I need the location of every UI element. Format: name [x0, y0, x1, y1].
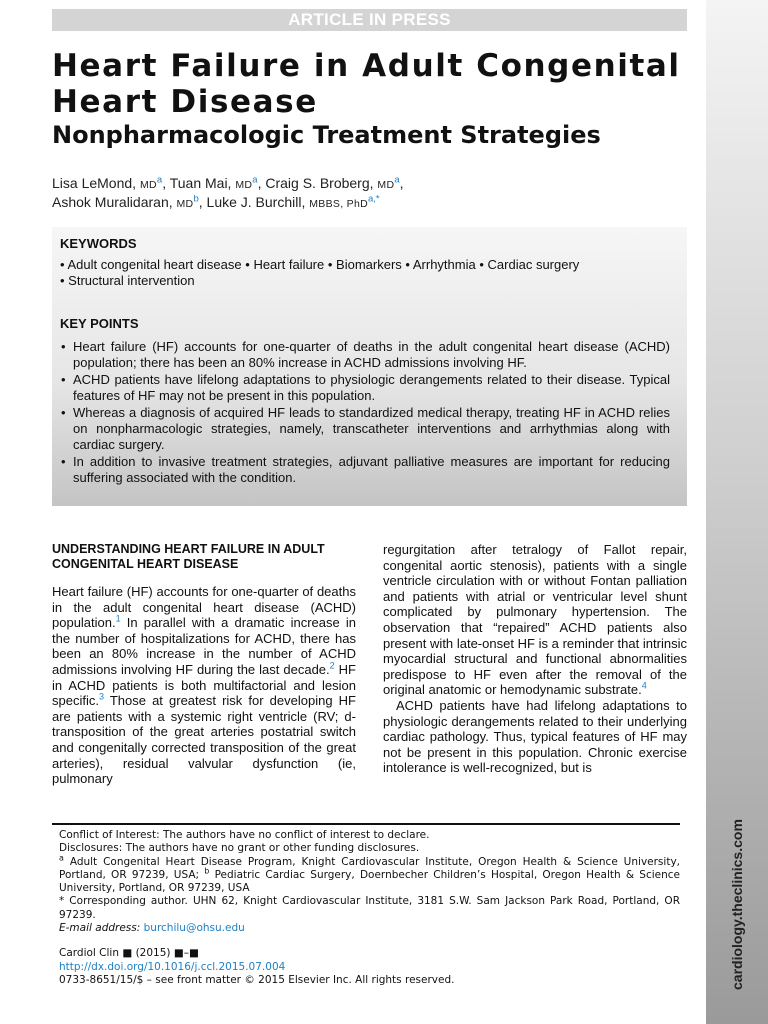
- author-degree: MD: [176, 198, 194, 210]
- email-link[interactable]: burchilu@ohsu.edu: [143, 922, 245, 935]
- keyword-item: • Arrhythmia: [405, 257, 475, 272]
- affiliation-a: Adult Congenital Heart Disease Program, Knight Cardiovascular Institute, Oregon Health & Science University, Portland, OR 97239, USA;: [59, 855, 680, 881]
- author-separator: ,: [257, 175, 262, 191]
- author-affiliation-mark[interactable]: a: [252, 174, 258, 186]
- keyword-item: • Heart failure: [245, 257, 324, 272]
- email-line: [59, 922, 680, 935]
- journal-citation: Cardiol Clin ■ (2015) ■–■: [59, 947, 199, 960]
- author: [207, 194, 380, 210]
- body-text: Those at greatest risk for developing HF are patients with a systemic right ventricle (RV; d-transposition of the great arteries postatrial switch and congenitally corrected transposition of the great arteries), residual valvular dysfunction (ie, pulmonary: [52, 693, 356, 787]
- author-degree: MD: [235, 179, 253, 191]
- key-points-list: [60, 339, 670, 487]
- keyword-item: • Cardiac surgery: [479, 257, 579, 272]
- keyword-item: • Structural intervention: [60, 273, 195, 288]
- key-point-item: • Heart failure (HF) accounts for one-quarter of deaths in the adult congenital heart disease (ACHD) population; there has been an 80% increase in ACHD admissions involving HF.: [60, 339, 670, 371]
- author: [265, 175, 403, 191]
- affiliation-mark: b: [204, 866, 210, 876]
- author-affiliation-mark[interactable]: a: [394, 174, 400, 186]
- author-name: Luke J. Burchill,: [206, 194, 306, 210]
- corresponding-author: * Corresponding author. UHN 62, Knight Cardiovascular Institute, 3181 S.W. Sam Jackson Park Road, Portland, OR 97239.: [59, 895, 680, 921]
- author-separator: ,: [162, 175, 167, 191]
- article-in-press-banner: ARTICLE IN PRESS: [52, 9, 687, 31]
- author-separator: ,: [198, 194, 203, 210]
- keyword-item: • Biomarkers: [328, 257, 402, 272]
- conflict-of-interest: Conflict of Interest: The authors have no conflict of interest to declare.: [59, 829, 430, 841]
- author-affiliation-mark[interactable]: a: [156, 174, 163, 186]
- body-text: In parallel with a dramatic increase in the number of hospitalizations for ACHD, there has been an 80% increase in the number of ACHD admissions involving HF during the last decade.: [52, 615, 356, 677]
- key-point-item: • In addition to invasive treatment strategies, adjuvant palliative measures are important for reducing suffering associated with the condition.: [60, 454, 670, 486]
- keyword-item: • Adult congenital heart disease: [60, 257, 242, 272]
- body-text: regurgitation after tetralogy of Fallot repair, congenital aortic stenosis), patients with a single ventricle circulation with or without Fontan palliation and patients with atrial or ventricular level shunt complicated by pulmonary hypertension. The observation that “repaired” ACHD patients also present with late-onset HF is a reminder that intrinsic myocardial structural and functional abnormalities predispose to HF even after the removal of the original anatomic or hemodynamic substrate.: [383, 542, 687, 698]
- citation-link[interactable]: 4: [641, 681, 647, 692]
- footnotes: [59, 829, 680, 987]
- body-text: Heart failure (HF) accounts for one-quarter of deaths in the adult congenital heart disease (ACHD) population.: [52, 584, 356, 631]
- body-paragraph: [383, 542, 687, 698]
- citation-link[interactable]: 3: [98, 691, 104, 702]
- author: [52, 175, 166, 191]
- citation-link[interactable]: 1: [115, 613, 121, 624]
- affiliation-mark: a: [59, 853, 64, 863]
- author-degree: MD: [139, 179, 157, 191]
- author: [52, 194, 203, 210]
- author-degree: MD: [377, 179, 395, 191]
- author-name: Lisa LeMond,: [52, 175, 137, 191]
- author: [170, 175, 262, 191]
- body-column-left: [52, 542, 356, 787]
- article-subtitle: Nonpharmacologic Treatment Strategies: [52, 121, 601, 149]
- keywords-list: [60, 257, 675, 289]
- author-list: [52, 175, 692, 213]
- body-text: HF in ACHD patients is both multifactorial and lesion specific.: [52, 661, 357, 709]
- affiliations: [59, 853, 680, 896]
- body-paragraph: ACHD patients have had lifelong adaptations to physiologic derangements related to their underlying cardiac pathology. Thus, typical features of HF may not be present in this population. Chronic exercise intolerance is well-recognized, but is: [383, 697, 687, 776]
- spacer: [59, 935, 680, 947]
- email-label: E-mail address:: [59, 922, 141, 935]
- affiliation-b: Pediatric Cardiac Surgery, Doernbecher Children’s Hospital, Oregon Health & Science University, Portland, OR 97239, USA: [59, 868, 680, 895]
- author-affiliation-mark[interactable]: b: [193, 193, 199, 205]
- journal-url-text[interactable]: cardiology.theclinics.com: [729, 819, 745, 990]
- key-point-item: • Whereas a diagnosis of acquired HF leads to standardized medical therapy, treating HF in ACHD relies on nonpharmacologic strategies, namely, transcatheter interventions and arrhythmias along with cardiac surgery.: [60, 405, 670, 453]
- copyright-line: 0733-8651/15/$ – see front matter © 2015 Elsevier Inc. All rights reserved.: [59, 973, 455, 986]
- author-name: Ashok Muralidaran,: [52, 194, 173, 210]
- article-title: Heart Failure in Adult Congenital Heart Disease: [52, 48, 681, 120]
- doi-link[interactable]: http://dx.doi.org/10.1016/j.ccl.2015.07.004: [59, 960, 286, 973]
- section-heading: UNDERSTANDING HEART FAILURE IN ADULT CONGENITAL HEART DISEASE: [52, 542, 325, 571]
- disclosures: Disclosures: The authors have no grant or other funding disclosures.: [59, 842, 420, 855]
- doi-line: [59, 961, 680, 974]
- author-separator: ,: [399, 175, 404, 191]
- author-name: Tuan Mai,: [169, 175, 232, 191]
- key-point-item: • ACHD patients have lifelong adaptations to physiologic derangements related to their disease. Typical features of HF may not be present in this population.: [60, 372, 670, 404]
- author-degree: MBBS, PhD: [309, 198, 368, 210]
- author-name: Craig S. Broberg,: [265, 175, 374, 191]
- keywords-heading: KEYWORDS: [60, 236, 137, 251]
- key-points-heading: KEY POINTS: [60, 316, 139, 331]
- keywords-keypoints-box: [52, 227, 687, 506]
- citation-link[interactable]: 2: [329, 660, 335, 671]
- author-affiliation-mark[interactable]: a,*: [367, 193, 380, 205]
- body-column-right: [383, 542, 687, 776]
- body-paragraph: [52, 584, 356, 787]
- footnote-divider: [52, 823, 680, 825]
